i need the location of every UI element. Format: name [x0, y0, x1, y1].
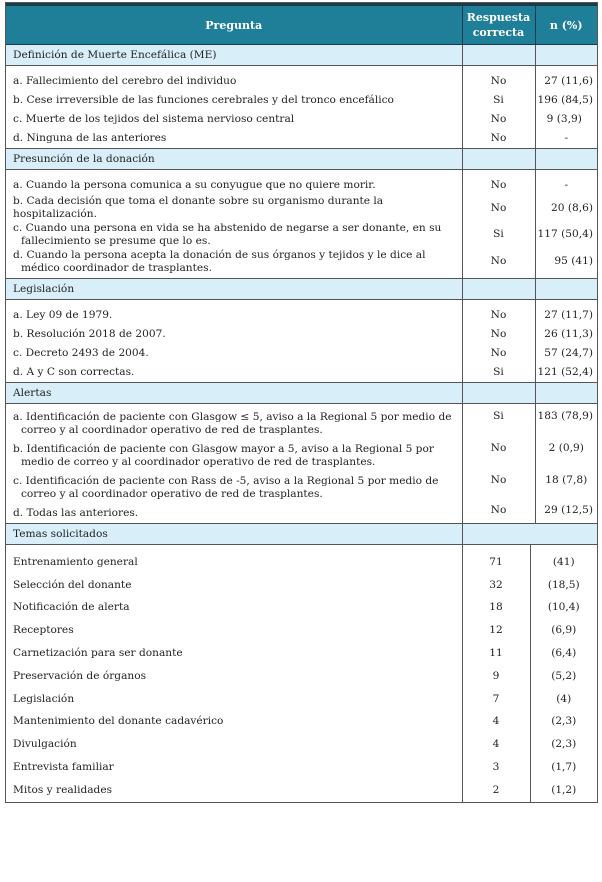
knowledge-table: [5, 2, 598, 803]
n-percent: 27 (11,6): [544, 75, 593, 87]
topic-count: 9: [462, 665, 530, 688]
topic-count: 11: [462, 642, 530, 665]
n-percent: 29 (12,5): [544, 504, 593, 516]
topic-count: 4: [462, 711, 530, 734]
table-row: [6, 91, 597, 110]
table-row: [6, 597, 597, 620]
option-text: d. A y C son correctas.: [6, 363, 462, 383]
correct-answer: Si: [462, 91, 535, 110]
table-row: [6, 363, 597, 383]
topic-percent: (6,4): [551, 647, 577, 660]
topic-label: Selección del donante: [6, 574, 462, 597]
section-header-alertas: [6, 383, 597, 404]
topic-percent: (41): [552, 555, 575, 568]
section-header-presuncion: [6, 149, 597, 170]
n-percent: 196 (84,5): [537, 94, 593, 106]
n-percent: 121 (52,4): [537, 366, 593, 378]
correct-answer: No: [462, 437, 535, 469]
topic-percent: (6,9): [551, 624, 577, 637]
correct-answer: No: [462, 306, 535, 325]
correct-answer: Si: [462, 363, 535, 383]
n-percent: 57 (24,7): [544, 347, 593, 359]
topic-label: Entrevista familiar: [6, 756, 462, 779]
header-correct-answer: Respuesta correcta: [462, 5, 535, 45]
topic-count: 12: [462, 619, 530, 642]
option-text: b. Resolución 2018 de 2007.: [6, 325, 462, 344]
table-row: [6, 221, 597, 248]
table-row: [6, 410, 597, 437]
topic-label: Mitos y realidades: [6, 779, 462, 802]
table-row: [6, 129, 597, 149]
topic-label: Preservación de órganos: [6, 665, 462, 688]
section-header-legislacion: [6, 279, 597, 300]
table-row: [6, 344, 597, 363]
topic-count: 18: [462, 597, 530, 620]
n-percent: 26 (11,3): [544, 328, 593, 340]
header-n-percent: n (%): [535, 5, 597, 45]
topic-label: Mantenimiento del donante cadavérico: [6, 711, 462, 734]
topic-label: Notificación de alerta: [6, 597, 462, 620]
temas-table: [6, 523, 597, 802]
option-text: a. Fallecimiento del cerebro del individuo: [6, 72, 462, 91]
section-title: Definición de Muerte Encefálica (ME): [6, 45, 462, 66]
option-text: b. Identificación de paciente con Glasgow mayor a 5, aviso a la Regional 5 por medio de correo y al coordinador operativo de red de trasplantes.: [13, 442, 434, 468]
option-text: a. Identificación de paciente con Glasgow ≤ 5, aviso a la Regional 5 por medio de correo y al coordinador operativo de red de trasplantes.: [13, 410, 452, 436]
topic-label: Entrenamiento general: [6, 551, 462, 574]
section-title: Temas solicitados: [6, 524, 462, 545]
correct-answer: No: [462, 129, 535, 149]
table-row: [6, 779, 597, 802]
correct-answer: No: [462, 344, 535, 363]
option-text: a. Ley 09 de 1979.: [6, 306, 462, 325]
table-row: [6, 711, 597, 734]
table-row: [6, 110, 597, 129]
table-header-row: [6, 5, 597, 45]
topic-count: 3: [462, 756, 530, 779]
table-row: [6, 248, 597, 279]
correct-answer: Si: [462, 410, 535, 437]
topic-label: Receptores: [6, 619, 462, 642]
table-row: [6, 574, 597, 597]
topic-percent: (10,4): [547, 601, 580, 614]
table-row: [6, 72, 597, 91]
option-text: d. Ninguna de las anteriores: [6, 129, 462, 149]
topic-percent: (4): [556, 692, 572, 705]
topic-percent: (1,7): [551, 761, 577, 774]
topic-percent: (2,3): [551, 715, 577, 728]
table-row: [6, 195, 597, 221]
correct-answer: No: [462, 325, 535, 344]
n-percent: -: [564, 132, 569, 144]
table-row: [6, 688, 597, 711]
table-row: [6, 733, 597, 756]
topic-label: Legislación: [6, 688, 462, 711]
option-text: c. Muerte de los tejidos del sistema nervioso central: [6, 110, 462, 129]
n-percent: 18 (7,8): [545, 474, 588, 486]
topic-percent: (5,2): [551, 669, 577, 682]
option-text: c. Cuando una persona en vida se ha abstenido de negarse a ser donante, en su fallecimiento se presume que lo es.: [13, 221, 442, 247]
n-percent: 2 (0,9): [548, 442, 584, 454]
option-text: c. Identificación de paciente con Rass de -5, aviso a la Regional 5 por medio de correo y al coordinador operativo de red de trasplantes.: [13, 474, 439, 500]
option-text: b. Cada decisión que toma el donante sobre su organismo durante la hospitalización.: [6, 195, 462, 221]
correct-answer: No: [462, 248, 535, 279]
option-text: d. Cuando la persona acepta la donación de sus órganos y tejidos y le dice al médico coordinador de trasplantes.: [13, 248, 426, 274]
topic-percent: (2,3): [551, 738, 577, 751]
n-percent: -: [564, 179, 569, 191]
n-percent: 183 (78,9): [537, 410, 593, 422]
n-percent: 117 (50,4): [537, 228, 593, 240]
correct-answer: No: [462, 72, 535, 91]
table-row: [6, 551, 597, 574]
section-header-me: [6, 45, 597, 66]
table-row: [6, 501, 597, 523]
section-title: Alertas: [6, 383, 462, 404]
section-header-temas: [6, 524, 597, 545]
topic-count: 2: [462, 779, 530, 802]
option-text: b. Cese irreversible de las funciones cerebrales y del tronco encefálico: [6, 91, 462, 110]
n-percent: 20 (8,6): [551, 201, 593, 214]
correct-answer: No: [462, 501, 535, 523]
topic-count: 71: [462, 551, 530, 574]
n-percent: 95 (41): [554, 255, 593, 267]
option-text: a. Cuando la persona comunica a su conyugue que no quiere morir.: [6, 176, 462, 195]
table-row: [6, 325, 597, 344]
n-percent: 27 (11,7): [544, 309, 593, 321]
correct-answer: No: [462, 110, 535, 129]
section-title: Legislación: [6, 279, 462, 300]
topic-label: Carnetización para ser donante: [6, 642, 462, 665]
table-row: [6, 642, 597, 665]
table-row: [6, 619, 597, 642]
correct-answer: Si: [462, 221, 535, 248]
topic-count: 7: [462, 688, 530, 711]
table-row: [6, 176, 597, 195]
questions-table: [6, 3, 597, 523]
topic-label: Divulgación: [6, 733, 462, 756]
table-row: [6, 469, 597, 501]
topic-count: 4: [462, 733, 530, 756]
topic-percent: (18,5): [547, 578, 580, 591]
table-row: [6, 665, 597, 688]
table-row: [6, 306, 597, 325]
correct-answer: No: [462, 195, 535, 221]
header-question: Pregunta: [6, 5, 462, 45]
table-row: [6, 437, 597, 469]
topic-count: 32: [462, 574, 530, 597]
option-text: c. Decreto 2493 de 2004.: [6, 344, 462, 363]
correct-answer: No: [462, 469, 535, 501]
topic-percent: (1,2): [551, 783, 577, 796]
option-text: d. Todas las anteriores.: [6, 501, 462, 523]
correct-answer: No: [462, 176, 535, 195]
section-title: Presunción de la donación: [6, 149, 462, 170]
table-row: [6, 756, 597, 779]
n-percent: 9 (3,9): [546, 113, 582, 125]
